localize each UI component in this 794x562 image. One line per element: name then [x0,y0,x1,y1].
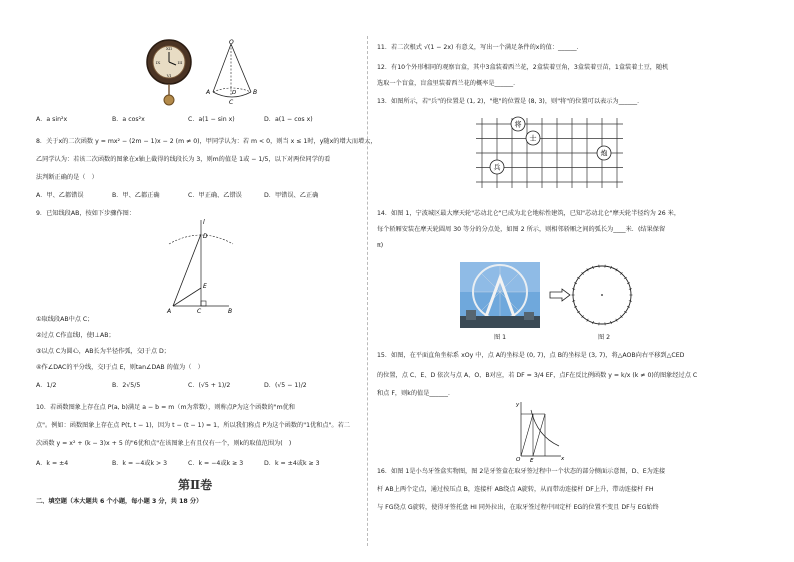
q9-option-d[interactable]: D．(√5 − 1)/2 [264,382,307,389]
q9-step-1: ①取线段AB中点 C； [36,316,94,323]
q9-label-B: B [228,308,233,315]
q10-line-1: 10．若函数图象上存在点 P(a, b)满足 a − b = m（m为常数），则称点P为这个函数的"m优和 [36,404,295,411]
ferris-wheel-photo [460,262,540,328]
svg-text:VI: VI [166,73,172,78]
label-O: O [229,39,234,46]
label-A: A [206,89,211,96]
q9-step-4: ④作∠DAC的平分线，交l于点 E，则tan∠DAB 的值为（ ） [36,364,204,371]
q9-label-l: l [203,219,205,226]
q16-line-2: 杆 AB上两个定点，通过按压点 B，连接杆 AB绕点 A旋转，从而带动连接杆 DF上升，带动连接杆 FH [377,486,654,493]
q10-option-a[interactable]: A．k = ±4 [36,460,69,467]
q9-label-D: D [203,233,208,240]
svg-text:XII: XII [165,46,173,51]
q8-line-3: 法判断正确的是（ ） [36,174,98,181]
q10-line-2: 点"。例如：函数图象上存在点 P(t, t − 1)，因为 t − (t − 1) = 1，所以我们称点 P为这个函数的"1优和点"。若二 [36,422,350,429]
q10-option-d[interactable]: D．k = ±4或k ≥ 3 [264,460,320,467]
q9-option-b[interactable]: B．2√5/5 [112,382,141,389]
q12-line-1: 12．有10个外形相同的观察盲盒，其中3盒装着西兰花，2盒装着豆角，3盒装着豆苗，1盒装着土豆，随机 [377,64,669,71]
q14-line-3: π) [377,242,384,249]
q9-figure [165,218,245,313]
q15-label-x: x [561,456,565,462]
q8-line-2: 乙同学认为：若该二次函数的图象在x轴上截得的线段长为 3，则m的值是 1或 − 1/5，以下对两位同学的看 [36,156,331,163]
clock-figure [145,38,195,108]
q8-option-a[interactable]: A．甲、乙都错误 [36,192,84,199]
fig1-caption: 图 1 [494,334,507,341]
piece-pao: 炮 [600,149,608,158]
q9-line-1: 9．已知线段AB，按如下步骤作图： [36,210,136,217]
q8-option-b[interactable]: B．甲、乙都正确 [112,192,160,199]
piece-jiang: 将 [514,120,522,129]
q15-line-3: 和点 F，则k的值是______． [377,390,455,397]
svg-text:IX: IX [155,60,161,65]
section-title: 第Ⅱ卷 [178,478,213,492]
q9-label-E: E [203,283,207,290]
label-C: C [229,99,234,106]
arrow-icon [549,288,571,302]
q9-step-2: ②过点 C作直线l，使l⊥AB； [36,332,115,339]
q8-line-1: 8．关于x的二次函数 y = mx² − (2m − 1)x − 2 (m ≠ 0)，甲同学认为：若 m < 0，则当 x ≤ 1时，y随x的增大而增大， [36,138,377,145]
q14-line-2: 每个轿厢安装在摩天轮圆周 30 等分的分点处，如图 2 所示，则相邻轿厢之间的弧长为____米．(结果保留 [377,226,666,233]
part2-heading: 二、填空题（本大题共 6 个小题，每小题 3 分，共 18 分） [36,498,203,505]
q7-option-a[interactable]: A．a sin²x [36,116,68,123]
q9-label-C: C [197,308,202,315]
wheel-diagram [569,262,635,328]
q10-option-b[interactable]: B．k = −4或k > 3 [112,460,168,467]
q9-label-A: A [167,308,172,315]
q15-label-O: O [516,457,521,463]
q15-line-2: 的位置，点 C、E、D 依次与点 A、O、B对应，若 DF = 3/4 EF，点F在反比例函数 y = k/x (k ≠ 0)的图象经过点 C [377,372,698,379]
column-divider [367,36,368,546]
q13-text: 13．如图所示，若"兵"的位置是 (1, 2)，"炮"的位置是 (8, 3)，则"将"的位置可以表示为______． [377,98,644,105]
piece-shi: 士 [529,134,537,143]
q15-label-E: E [530,458,534,464]
q8-option-d[interactable]: D．甲错误、乙正确 [264,192,319,199]
q15-label-y: y [516,402,520,408]
q9-option-a[interactable]: A．1/2 [36,382,57,389]
q16-line-1: 16．如图 1是小鸟牙签盒实物图，图 2是牙签盒在取牙签过程中一个状态的部分侧面示意图，D、E为连接 [377,468,666,475]
q12-line-2: 选取一个盲盒，盲盒里装着西兰花的概率是______． [377,80,520,87]
chess-grid-figure [474,116,624,196]
q15-coordinate-figure [515,400,565,464]
pendulum-figure [203,40,263,110]
q10-option-c[interactable]: C．k = −4或k ≥ 3 [188,460,244,467]
q7-option-b[interactable]: B．a cos²x [112,116,145,123]
q14-line-1: 14．如图 1，宁波城区最大摩天轮"芯动北仑"已成为北仑地标性建筑，已知"芯动北仑"摩天轮半径约为 26 米， [377,210,681,217]
svg-text:III: III [177,60,183,65]
q9-option-c[interactable]: C．(√5 + 1)/2 [188,382,231,389]
piece-bing: 兵 [493,163,501,172]
q15-line-1: 15．如图，在平面直角坐标系 xOy 中，点 A的坐标是 (0, 7)，点 B的坐标是 (3, 7)，将△AOB向右平移到△CED [377,352,685,359]
q7-option-d[interactable]: D．a(1 − cos x) [264,116,313,123]
q10-line-3: 次函数 y = x² + (k − 3)x + 5 的"6优和点"在该图象上有且仅有一个，则k的取值范围为( ) [36,440,292,447]
fig2-caption: 图 2 [598,334,611,341]
q16-line-3: 与 FG绕点 G旋转，使得牙签托盘 HI 同外拉出，在取牙签过程中固定杆 EG的位置不变且 DF与 EG始终 [377,504,659,511]
q9-step-3: ③以点 C为圆心，AB长为半径作弧，交l于点 D； [36,348,170,355]
label-B: B [253,89,258,96]
q11-text: 11．若二次根式 √(1 − 2x) 有意义，写出一个满足条件的x的值：______． [377,44,583,51]
q8-option-c[interactable]: C．甲正确、乙错误 [188,192,242,199]
label-D: D [232,90,237,96]
q7-option-c[interactable]: C．a(1 − sin x) [188,116,235,123]
